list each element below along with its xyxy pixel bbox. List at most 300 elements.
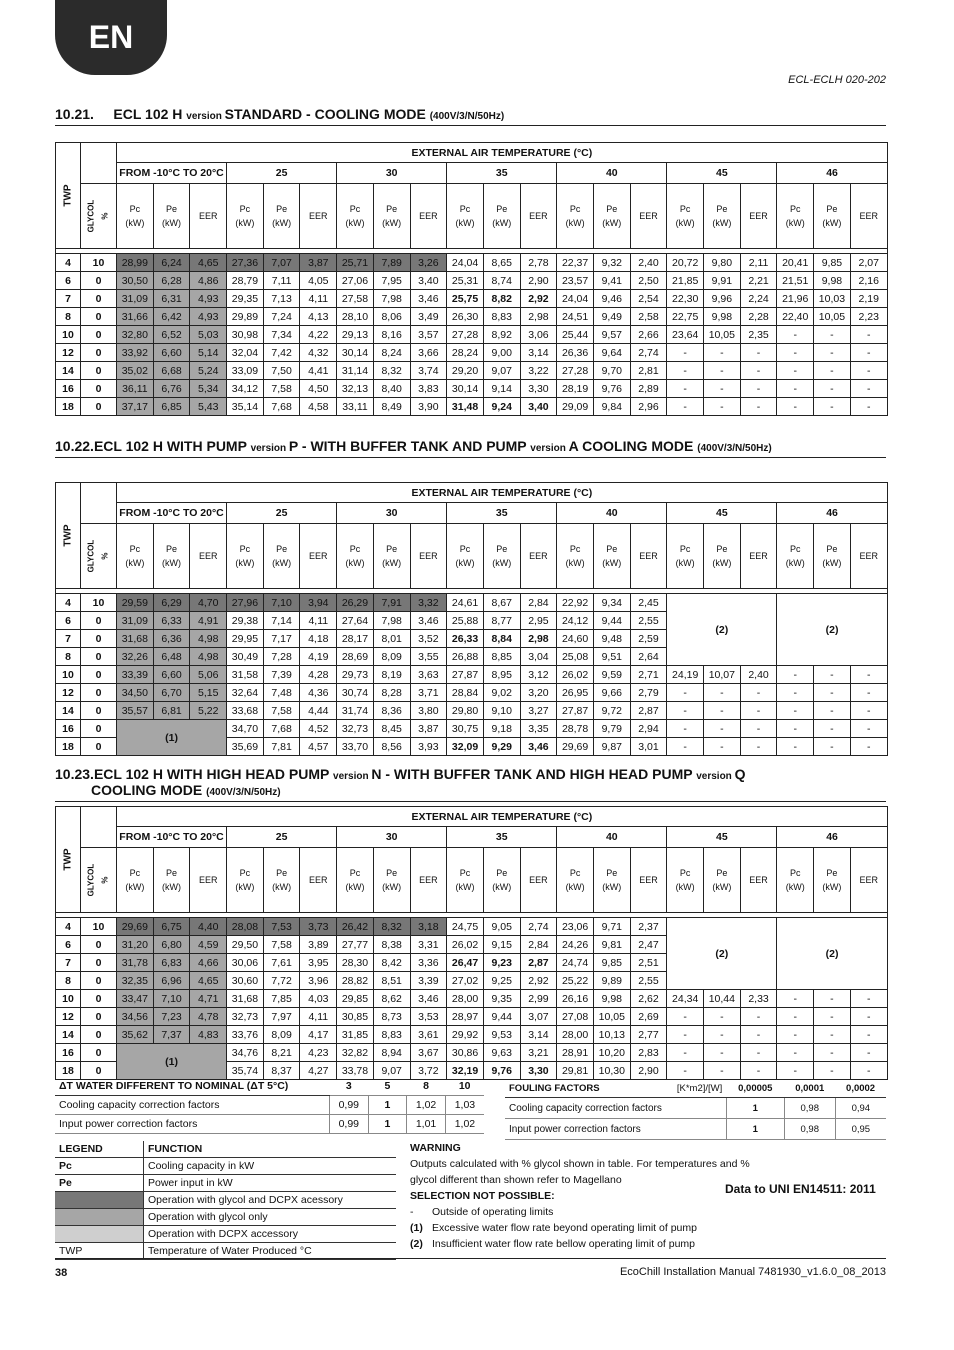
value-cell: 8,56 (373, 738, 410, 756)
note-cell-2: (2) (667, 918, 777, 990)
value-cell: 29,59 (117, 594, 154, 612)
value-cell: 4,44 (300, 702, 337, 720)
value-cell: 2,74 (520, 918, 557, 936)
temp-header: 25 (227, 503, 337, 524)
value-cell: 6,42 (153, 308, 190, 326)
twp-cell: 14 (56, 702, 81, 720)
value-cell: - (814, 1026, 851, 1044)
value-cell: 27,28 (447, 326, 484, 344)
value-cell: 3,87 (410, 720, 447, 738)
value-cell: 4,17 (300, 1026, 337, 1044)
value-cell: 34,12 (227, 380, 264, 398)
value-cell: 34,56 (117, 1008, 154, 1026)
value-cell: - (814, 684, 851, 702)
twp-cell: 18 (56, 738, 81, 756)
value-cell: 4,23 (300, 1044, 337, 1062)
correction-value: 1,02 (445, 1115, 484, 1134)
value-cell: 35,69 (227, 738, 264, 756)
pc-header: Pc (kW) (227, 524, 264, 589)
value-cell: 33,68 (227, 702, 264, 720)
value-cell: 4,18 (300, 630, 337, 648)
twp-cell: 4 (56, 918, 81, 936)
pe-header: Pe (kW) (593, 184, 630, 249)
value-cell: 29,85 (337, 990, 374, 1008)
pc-header: Pc (kW) (447, 848, 484, 913)
value-cell: 32,35 (117, 972, 154, 990)
value-cell: 7,53 (263, 918, 300, 936)
value-cell: 2,79 (630, 684, 667, 702)
value-cell: - (704, 1062, 741, 1080)
value-cell: 6,96 (153, 972, 190, 990)
value-cell: 28,82 (337, 972, 374, 990)
value-cell: - (850, 326, 887, 344)
correction-value: 1,03 (445, 1096, 484, 1115)
temp-header: 25 (227, 827, 337, 848)
value-cell: 27,87 (447, 666, 484, 684)
fouling-header: FOULING FACTORS (505, 1079, 649, 1098)
standard-note: Data to UNI EN14511: 2011 (725, 1182, 876, 1196)
value-cell: 9,80 (704, 254, 741, 272)
glycol-cell: 0 (81, 1008, 117, 1026)
value-cell: 4,78 (190, 1008, 227, 1026)
header-row (56, 143, 888, 163)
eer-header: EER (850, 848, 887, 913)
warning-text: glycol different than shown refer to Magellano (410, 1174, 622, 1186)
value-cell: 2,90 (630, 1062, 667, 1080)
value-cell: 2,21 (740, 272, 777, 290)
fouling-factors-table (505, 1079, 886, 1140)
value-cell: 9,25 (483, 972, 520, 990)
value-cell: 26,95 (557, 684, 594, 702)
value-cell: 24,60 (557, 630, 594, 648)
note-outside: - Outside of operating limits (410, 1206, 554, 1218)
pc-header: Pc (kW) (777, 848, 814, 913)
glycol-header: GLYCOL % (81, 184, 117, 249)
value-cell: 30,85 (337, 1008, 374, 1026)
legend-key (55, 1192, 144, 1209)
temp-header: 25 (227, 163, 337, 184)
eer-header: EER (740, 184, 777, 249)
value-cell: 2,95 (520, 612, 557, 630)
value-cell: - (777, 720, 814, 738)
glycol-cell: 0 (81, 990, 117, 1008)
pe-header: Pe (kW) (263, 848, 300, 913)
value-cell: - (777, 738, 814, 756)
value-cell: 6,60 (153, 666, 190, 684)
value-cell: 4,05 (300, 272, 337, 290)
value-cell: 6,70 (153, 684, 190, 702)
value-cell: 26,33 (447, 630, 484, 648)
value-cell: - (850, 380, 887, 398)
pc-header: Pc (kW) (667, 524, 704, 589)
value-cell: 24,51 (557, 308, 594, 326)
value-cell: 8,62 (373, 990, 410, 1008)
value-cell: 26,47 (447, 954, 484, 972)
value-cell: 9,96 (704, 290, 741, 308)
value-cell: 31,68 (117, 630, 154, 648)
value-cell: 2,55 (630, 972, 667, 990)
twp-cell: 16 (56, 380, 81, 398)
glycol-cell: 10 (81, 918, 117, 936)
value-cell: 6,28 (153, 272, 190, 290)
value-cell: 3,57 (410, 326, 447, 344)
value-cell: 5,03 (190, 326, 227, 344)
value-cell: 4,28 (300, 666, 337, 684)
value-cell: - (704, 1026, 741, 1044)
value-cell: 3,39 (410, 972, 447, 990)
value-cell: - (777, 362, 814, 380)
eer-header: EER (300, 184, 337, 249)
value-cell: 32,19 (447, 1062, 484, 1080)
eer-header: EER (630, 848, 667, 913)
value-cell: 9,14 (483, 380, 520, 398)
value-cell: 2,71 (630, 666, 667, 684)
value-cell: - (850, 362, 887, 380)
eer-header: EER (630, 524, 667, 589)
pe-header: Pe (kW) (704, 848, 741, 913)
value-cell: 9,98 (704, 308, 741, 326)
fouling-col: 0,0001 (784, 1079, 835, 1098)
temp-header: FROM -10°C TO 20°C (117, 503, 227, 524)
value-cell: 8,36 (373, 702, 410, 720)
value-cell: 4,93 (190, 308, 227, 326)
value-cell: 3,90 (410, 398, 447, 416)
temp-header: 35 (447, 503, 557, 524)
twp-cell: 6 (56, 612, 81, 630)
value-cell: 10,07 (704, 666, 741, 684)
value-cell: 4,83 (190, 1026, 227, 1044)
value-cell: 29,73 (337, 666, 374, 684)
value-cell: - (814, 990, 851, 1008)
value-cell: 3,96 (300, 972, 337, 990)
note-cell-1: (1) (117, 720, 227, 756)
value-cell: 3,40 (410, 272, 447, 290)
value-cell: 7,89 (373, 254, 410, 272)
value-cell: - (740, 362, 777, 380)
value-cell: 33,11 (337, 398, 374, 416)
table-row (56, 344, 888, 362)
value-cell: 20,41 (777, 254, 814, 272)
value-cell: 3,30 (520, 1062, 557, 1080)
value-cell: 9,89 (593, 972, 630, 990)
value-cell: 7,11 (263, 272, 300, 290)
eer-header: EER (300, 524, 337, 589)
pe-header: Pe (kW) (593, 848, 630, 913)
correction-value: 0,99 (329, 1115, 368, 1134)
value-cell: 9,76 (483, 1062, 520, 1080)
legend-function: Operation with DCPX accessory (144, 1226, 397, 1243)
value-cell: - (667, 1062, 704, 1080)
value-cell: 8,77 (483, 612, 520, 630)
value-cell: - (850, 702, 887, 720)
value-cell: 8,37 (263, 1062, 300, 1080)
value-cell: 10,05 (704, 326, 741, 344)
value-cell: 25,71 (337, 254, 374, 272)
value-cell: 2,94 (630, 720, 667, 738)
value-cell: 21,85 (667, 272, 704, 290)
value-cell: 29,38 (227, 612, 264, 630)
value-cell: - (850, 344, 887, 362)
value-cell: 26,29 (337, 594, 374, 612)
glycol-header: GLYCOL % (81, 524, 117, 589)
value-cell: 2,74 (630, 344, 667, 362)
value-cell: - (704, 362, 741, 380)
value-cell: 4,65 (190, 254, 227, 272)
value-cell: 31,85 (337, 1026, 374, 1044)
value-cell: - (740, 684, 777, 702)
delta-t-col: 10 (445, 1077, 484, 1096)
eer-header: EER (190, 848, 227, 913)
glycol-cell: 0 (81, 936, 117, 954)
value-cell: 7,39 (263, 666, 300, 684)
value-cell: - (850, 666, 887, 684)
value-cell: 20,72 (667, 254, 704, 272)
value-cell: 8,38 (373, 936, 410, 954)
value-cell: 2,11 (740, 254, 777, 272)
value-cell: - (850, 990, 887, 1008)
value-cell: 29,09 (557, 398, 594, 416)
value-cell: - (667, 720, 704, 738)
value-cell: 29,50 (227, 936, 264, 954)
value-cell: 8,82 (483, 290, 520, 308)
value-cell: - (704, 380, 741, 398)
value-cell: 35,02 (117, 362, 154, 380)
value-cell: 27,64 (337, 612, 374, 630)
glycol-cell: 0 (81, 272, 117, 290)
value-cell: 2,24 (740, 290, 777, 308)
pe-header: Pe (kW) (373, 184, 410, 249)
value-cell: - (777, 684, 814, 702)
eer-header: EER (410, 184, 447, 249)
value-cell: 6,24 (153, 254, 190, 272)
value-cell: 4,11 (300, 1008, 337, 1026)
temp-header: 46 (777, 827, 887, 848)
value-cell: 24,12 (557, 612, 594, 630)
value-cell: - (667, 398, 704, 416)
value-cell: 3,67 (410, 1044, 447, 1062)
eer-header: EER (850, 184, 887, 249)
value-cell: 8,42 (373, 954, 410, 972)
value-cell: 7,50 (263, 362, 300, 380)
value-cell: 8,51 (373, 972, 410, 990)
value-cell: - (777, 702, 814, 720)
value-cell: 6,36 (153, 630, 190, 648)
glycol-cell: 0 (81, 954, 117, 972)
pc-header: Pc (kW) (447, 184, 484, 249)
value-cell: - (667, 362, 704, 380)
table-row (56, 308, 888, 326)
value-cell: - (814, 398, 851, 416)
value-cell: - (667, 1026, 704, 1044)
value-cell: - (777, 326, 814, 344)
value-cell: 28,19 (557, 380, 594, 398)
value-cell: 3,83 (410, 380, 447, 398)
value-cell: 6,60 (153, 344, 190, 362)
pe-header: Pe (kW) (263, 524, 300, 589)
value-cell: 3,89 (300, 936, 337, 954)
value-cell: 32,80 (117, 326, 154, 344)
value-cell: 33,70 (337, 738, 374, 756)
glycol-cell: 0 (81, 326, 117, 344)
value-cell: 9,72 (593, 702, 630, 720)
value-cell: 9,34 (593, 594, 630, 612)
value-cell: 3,07 (520, 1008, 557, 1026)
section-rule (55, 801, 886, 802)
value-cell: 10,03 (814, 290, 851, 308)
value-cell: 28,10 (337, 308, 374, 326)
value-cell: 9,59 (593, 666, 630, 684)
value-cell: 2,23 (850, 308, 887, 326)
twp-header: TWP (56, 143, 81, 249)
value-cell: 7,98 (373, 290, 410, 308)
value-cell: - (704, 344, 741, 362)
value-cell: 35,74 (227, 1062, 264, 1080)
section-rule (55, 125, 886, 126)
pe-header: Pe (kW) (814, 184, 851, 249)
value-cell: 4,11 (300, 290, 337, 308)
legend-function: Cooling capacity in kW (144, 1158, 397, 1175)
value-cell: 22,40 (777, 308, 814, 326)
value-cell: 10,30 (593, 1062, 630, 1080)
value-cell: 3,61 (410, 1026, 447, 1044)
twp-cell: 12 (56, 1008, 81, 1026)
value-cell: 6,83 (153, 954, 190, 972)
legend-function: Operation with glycol only (144, 1209, 397, 1226)
temp-header: 30 (337, 163, 447, 184)
value-cell: 27,02 (447, 972, 484, 990)
section-title-10-23-line2: COOLING MODE (400V/3/N/50Hz) (91, 782, 281, 798)
value-cell: - (777, 398, 814, 416)
value-cell: - (814, 362, 851, 380)
value-cell: 32,09 (447, 738, 484, 756)
eer-header: EER (410, 524, 447, 589)
value-cell: 2,62 (630, 990, 667, 1008)
pe-header: Pe (kW) (704, 524, 741, 589)
value-cell: 3,22 (520, 362, 557, 380)
value-cell: 4,11 (300, 612, 337, 630)
value-cell: 7,34 (263, 326, 300, 344)
value-cell: 22,92 (557, 594, 594, 612)
value-cell: 3,18 (410, 918, 447, 936)
value-cell: 4,50 (300, 380, 337, 398)
value-cell: 3,71 (410, 684, 447, 702)
temp-row (56, 827, 888, 848)
table-row (56, 326, 888, 344)
value-cell: 9,46 (593, 290, 630, 308)
value-cell: 5,22 (190, 702, 227, 720)
value-cell: 3,46 (410, 990, 447, 1008)
value-cell: 2,78 (520, 254, 557, 272)
pc-header: Pc (kW) (337, 524, 374, 589)
value-cell: 4,98 (190, 648, 227, 666)
twp-cell: 18 (56, 398, 81, 416)
value-cell: 9,41 (593, 272, 630, 290)
temp-row (56, 503, 888, 524)
pe-header: Pe (kW) (373, 848, 410, 913)
pe-header: Pe (kW) (263, 184, 300, 249)
value-cell: 26,36 (557, 344, 594, 362)
legend-row (55, 1226, 396, 1243)
temp-header: FROM -10°C TO 20°C (117, 827, 227, 848)
value-cell: 4,59 (190, 936, 227, 954)
value-cell: 22,75 (667, 308, 704, 326)
pc-header: Pc (kW) (227, 184, 264, 249)
value-cell: 2,33 (740, 990, 777, 1008)
value-cell: 9,44 (483, 1008, 520, 1026)
value-cell: - (814, 1062, 851, 1080)
temp-header: 40 (557, 827, 667, 848)
value-cell: 2,19 (850, 290, 887, 308)
pc-header: Pc (kW) (447, 524, 484, 589)
subheader-row (56, 524, 888, 589)
value-cell: 2,55 (630, 612, 667, 630)
glycol-cell: 0 (81, 648, 117, 666)
pc-header: Pc (kW) (227, 848, 264, 913)
table-row (56, 362, 888, 380)
pc-header: Pc (kW) (337, 184, 374, 249)
value-cell: 8,92 (483, 326, 520, 344)
temp-header: 46 (777, 163, 887, 184)
value-cell: 3,31 (410, 936, 447, 954)
glycol-cell: 0 (81, 612, 117, 630)
twp-cell: 14 (56, 1026, 81, 1044)
value-cell: - (850, 398, 887, 416)
eer-header: EER (520, 848, 557, 913)
value-cell: 26,30 (447, 308, 484, 326)
table-row (56, 720, 888, 738)
delta-t-col: 8 (407, 1077, 446, 1096)
value-cell: 7,61 (263, 954, 300, 972)
value-cell: 7,23 (153, 1008, 190, 1026)
value-cell: - (704, 1008, 741, 1026)
value-cell: - (850, 1008, 887, 1026)
value-cell: 30,49 (227, 648, 264, 666)
value-cell: - (814, 666, 851, 684)
value-cell: 2,87 (520, 954, 557, 972)
value-cell: 4,27 (300, 1062, 337, 1080)
value-cell: 32,73 (337, 720, 374, 738)
table-row (56, 1026, 888, 1044)
value-cell: - (704, 720, 741, 738)
value-cell: 30,06 (227, 954, 264, 972)
value-cell: 28,00 (447, 990, 484, 1008)
value-cell: 31,09 (117, 612, 154, 630)
value-cell: 7,68 (263, 720, 300, 738)
value-cell: 24,61 (447, 594, 484, 612)
value-cell: 23,64 (667, 326, 704, 344)
value-cell: 9,87 (593, 738, 630, 756)
value-cell: 8,94 (373, 1044, 410, 1062)
note-cell-2: (2) (777, 594, 887, 666)
value-cell: 3,14 (520, 1026, 557, 1044)
value-cell: 9,84 (593, 398, 630, 416)
value-cell: 6,75 (153, 918, 190, 936)
value-cell: 2,64 (630, 648, 667, 666)
value-cell: 2,59 (630, 630, 667, 648)
value-cell: 24,26 (557, 936, 594, 954)
value-cell: 33,78 (337, 1062, 374, 1080)
value-cell: - (777, 1044, 814, 1062)
table-row (56, 918, 888, 936)
note-cell-2: (2) (777, 918, 887, 990)
value-cell: 24,74 (557, 954, 594, 972)
value-cell: 27,08 (557, 1008, 594, 1026)
value-cell: - (814, 344, 851, 362)
value-cell: 5,24 (190, 362, 227, 380)
glycol-cell: 0 (81, 720, 117, 738)
fouling-value: 0,98 (784, 1119, 835, 1140)
value-cell: 9,85 (814, 254, 851, 272)
